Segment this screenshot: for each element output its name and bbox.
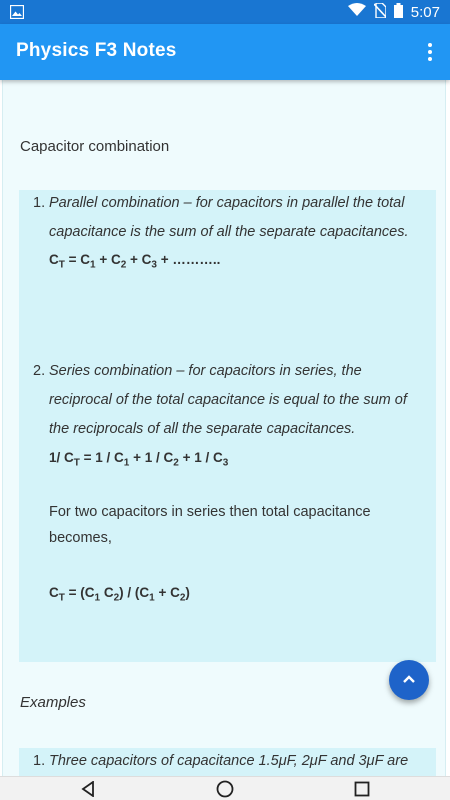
list-number: 2.: [33, 363, 46, 379]
item-line: capacitance is the sum of all the separate capacitances.: [49, 224, 409, 240]
item-line: Three capacitors of capacitance 1.5μF, 2μF and 3μF are: [49, 753, 409, 769]
image-icon: [10, 5, 24, 24]
clock-time: 5:07: [410, 3, 440, 21]
app-bar: [0, 24, 450, 80]
item-line: reciprocal of the total capacitance is equal to the sum of: [49, 392, 407, 408]
examples-heading: Examples: [20, 694, 86, 711]
home-icon[interactable]: [215, 779, 235, 799]
formula-parallel: $C_T = C_1 + C_2 + C_3$ + ………..: [49, 252, 221, 271]
scroll-top-button[interactable]: [389, 660, 429, 700]
item-line: the reciprocals of all the separate capacitances.: [49, 421, 356, 437]
note-sheet: [2, 80, 446, 776]
item-line: Series combination – for capacitors in series, the: [49, 363, 362, 379]
note-line: For two capacitors in series then total capacitance: [49, 504, 371, 520]
nav-bar: [0, 776, 450, 800]
back-icon[interactable]: [78, 779, 98, 799]
wifi-icon: [348, 3, 366, 21]
app-title: Physics F3 Notes: [16, 40, 177, 61]
list-number: 1.: [33, 195, 46, 211]
chevron-up-icon: [402, 671, 416, 689]
item-line: Parallel combination – for capacitors in parallel the total: [49, 195, 405, 211]
formula-series: 1/ $C_T = 1 / C_1 + 1 / C_2 + 1 / C_3$: [49, 450, 229, 469]
formula-two-series: $C_T = (C_1$ $C_2) / (C_1 + C_2)$: [49, 585, 190, 604]
recents-icon[interactable]: [352, 779, 372, 799]
battery-icon: [394, 3, 403, 22]
notes-content[interactable]: [0, 80, 450, 776]
no-sim-icon: [374, 3, 386, 22]
status-bar: [0, 0, 450, 24]
section-heading: Capacitor combination: [20, 138, 170, 155]
list-number: 1.: [33, 753, 46, 769]
note-line: becomes,: [49, 530, 112, 546]
more-vert-icon[interactable]: [420, 38, 440, 66]
